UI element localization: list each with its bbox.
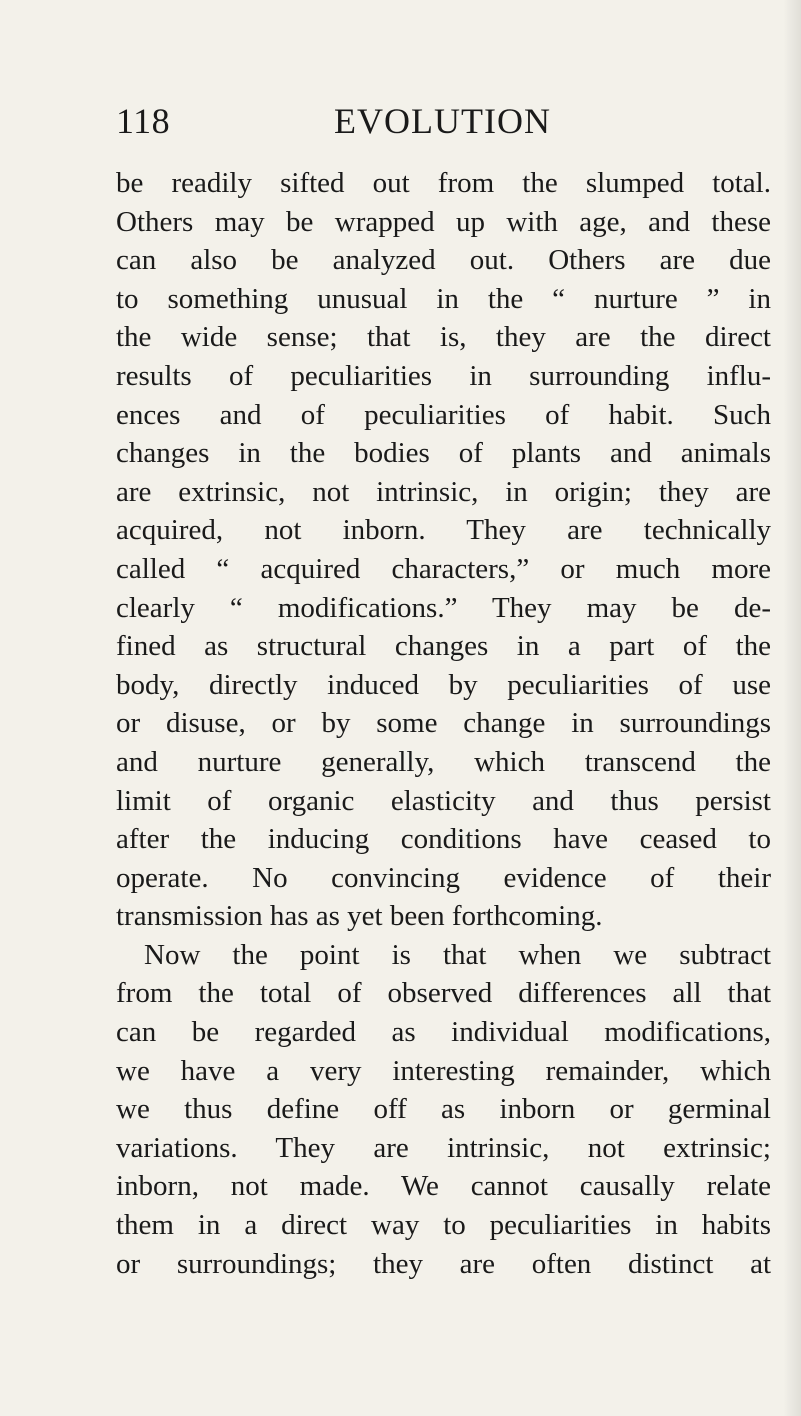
text-line-21: Now the point is that when we subtract [144,938,771,971]
text-line-13: fined as structural changes in a part of the [116,630,771,663]
text-line-9: are extrinsic, not intrinsic, in origin; they are [116,475,771,508]
text-line-3: can also be analyzed out. Others are due [116,244,771,277]
text-line-18: after the inducing conditions have ceased to [116,823,771,856]
text-line-11: called “ acquired characters,” or much more [116,552,771,585]
text-line-19: operate. No convincing evidence of their [116,861,771,894]
text-line-10: acquired, not inborn. They are technically [116,514,771,547]
text-line-17: limit of organic elasticity and thus persist [116,784,771,817]
text-line-23: can be regarded as individual modifications, [116,1016,771,1049]
page-header [116,96,766,146]
text-line-27: inborn, not made. We cannot causally relate [116,1170,771,1203]
text-line-22: from the total of observed differences all that [116,977,771,1010]
text-line-20: transmission has as yet been forthcoming. [116,900,603,933]
text-line-12: clearly “ modifications.” They may be de- [116,591,771,624]
text-line-24: we have a very interesting remainder, which [116,1054,771,1087]
page-number: 118 [116,101,171,141]
text-line-15: or disuse, or by some change in surroundings [116,707,771,740]
text-line-6: results of peculiarities in surrounding influ- [116,359,771,392]
running-head: EVOLUTION [334,101,551,141]
text-line-5: the wide sense; that is, they are the direct [116,321,771,354]
text-line-1: be readily sifted out from the slumped total. [116,167,771,199]
text-line-8: changes in the bodies of plants and animals [116,437,771,470]
page-edge-shadow [783,0,801,1416]
text-line-4: to something unusual in the “ nurture ” in [116,282,771,315]
text-line-14: body, directly induced by peculiarities of use [116,668,771,701]
text-line-26: variations. They are intrinsic, not extrinsic; [116,1131,771,1164]
text-line-28: them in a direct way to peculiarities in habits [116,1209,771,1242]
text-line-16: and nurture generally, which transcend the [116,745,771,778]
body-text [116,164,771,1283]
text-line-25: we thus define off as inborn or germinal [116,1093,771,1126]
text-line-2: Others may be wrapped up with age, and these [116,205,771,238]
text-line-29: or surroundings; they are often distinct at [116,1247,771,1280]
text-line-7: ences and of peculiarities of habit. Such [116,398,771,431]
